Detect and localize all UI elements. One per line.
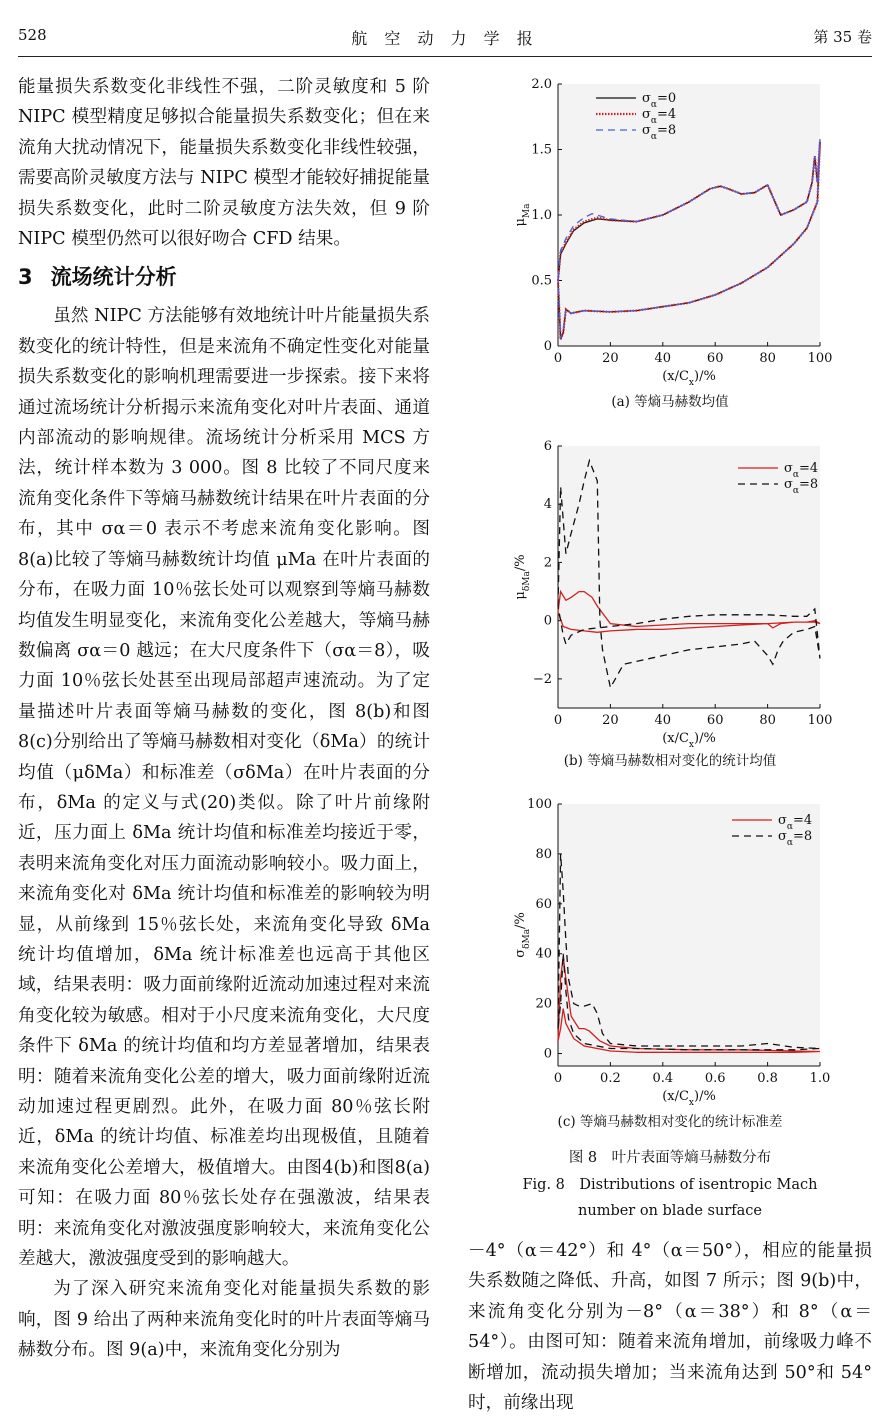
y-tick-label: 0.5 (531, 273, 552, 289)
x-tick-label: 80 (759, 351, 776, 366)
chart-std-delta-mach (500, 792, 840, 1110)
legend-label-part: α (786, 838, 793, 848)
section-number: 3 (18, 265, 33, 290)
x-tick-label: 40 (654, 351, 672, 366)
y-tick-label: 80 (535, 846, 552, 862)
y-tick-label: 100 (527, 797, 552, 812)
y-axis-label-part: μ (513, 591, 528, 600)
x-tick-label: 100 (807, 351, 833, 366)
running-header (18, 26, 872, 52)
y-axis-label-part: /% (513, 554, 528, 572)
x-tick-label: 100 (807, 713, 833, 728)
subcaption-a: (a) 等熵马赫数均值 (611, 394, 729, 410)
x-tick-label: 0 (553, 713, 563, 728)
page-number: 528 (18, 26, 47, 44)
x-axis-label-part: )/% (694, 369, 716, 384)
x-tick-label: 20 (602, 351, 619, 366)
legend-label-part: σ (642, 91, 651, 106)
y-tick-label: 2 (543, 555, 552, 571)
subcaption-b: (b) 等熵马赫数相对变化的统计均值 (563, 753, 777, 769)
figure-caption-en: Fig. 8 Distributions of isentropic Mach number on blade surface (522, 1177, 818, 1219)
x-axis-label (662, 731, 716, 750)
y-tick-label: −2 (532, 671, 552, 687)
x-axis-label (662, 369, 716, 388)
paragraph-intro: 能量损失系数变化非线性不强，二阶灵敏度和 5 阶 NIPC 模型精度足够拟合能量损失系数变化；但在来流角大扰动情况下，能量损失系数变化非线性较强，需要高阶灵敏度方法与 NIPC 模型才能较好捕捉能量损失系数变化，此时二阶灵敏度方法失效，但 9 阶 NIPC 模型仍然可以很好吻合 CFD 结果。 (18, 77, 430, 250)
x-axis-label-part: x (688, 378, 694, 388)
y-tick-label: 0 (543, 1046, 552, 1062)
figure-8a (500, 72, 840, 390)
paragraph-1: 虽然 NIPC 方法能够有效地统计叶片能量损失系数变化的统计特性，但是来流角不确定性变化对能量损失系数变化的影响机理需要进一步探索。接下来将通过流场统计分析揭示来流角变化对叶片表面、通道内部流动的影响规律。流场统计分析采用 MCS 方法，统计样本数为 3 000。图 8 比较了不同尺度来流角变化条件下等熵马赫数统计结果在叶片表面的分布，其中 σα＝0 表示不考虑来流角变化影响。图 8(a)比较了等熵马赫数统计均值 μMa 在叶片表面的分布，在吸力面 10％弦长处可以观察到等熵马赫数均值发生明显变化，来流角变化公差越大，等熵马赫数偏离 σα＝0 越远；在大尺度条件下（σα＝8），吸力面 10％弦长处甚至出现局部超声速流动。为了定量描述叶片表面等熵马赫数的变化，图 8(b)和图 8(c)分别给出了等熵马赫数相对变化（δMa）的统计均值（μδMa）和标准差（σδMa）在叶片表面的分布，δMa 的定义与式(20)类似。除了叶片前缘附近，压力面上 δMa 统计均值和标准差均接近于零，表明来流角变化对压力面流动影响较小。吸力面上，来流角变化对 δMa 统计均值和标准差的影响较为明显，从前缘到 15％弦长处，来流角变化导致 δMa 统计均值增加，δMa 统计标准差也远高于其他区域，结果表明：吸力面前缘附近流动加速过程对来流角变化较为敏感。相对于小尺度来流角变化，大尺度条件下 δMa 的统计均值和均方差显著增加，结果表明：随着来流角变化公差的增大，吸力面前缘附近流动加速过程更剧烈。此外，在吸力面 80％弦长附近，δMa 的统计均值、标准差均出现极值，且随着来流角变化公差增大，极值增大。由图4(b)和图8(a)可知：在吸力面 80％弦长处存在强激波，结果表明：来流角变化对激波强度影响较大，来流角变化公差越大，激波强度受到的影响越大。 (18, 306, 430, 1270)
legend-label-part: =8 (656, 123, 677, 138)
y-tick-label: 0 (543, 339, 552, 354)
legend-label-part: =8 (792, 829, 813, 844)
y-tick-label: 40 (535, 946, 552, 962)
legend-label-part: α (792, 486, 799, 496)
x-tick-label: 0 (553, 351, 563, 366)
paragraph-continued: －4°（α＝42°）和 4°（α＝50°），相应的能量损失系数随之降低、升高，如图 7 所示；图 9(b)中，来流角变化分别为－8°（α＝38°）和 8°（α＝54°）。由图可知：随着来流角增加，前缘吸力峰不断增加，流动损失增加；当来流角达到 50°和 54°时，前缘出现 (468, 1241, 872, 1414)
legend-label-part: =4 (792, 813, 813, 828)
legend-label-part: α (792, 470, 799, 480)
y-tick-label: 0 (543, 613, 552, 629)
y-tick-label: 20 (535, 996, 552, 1012)
y-axis-label (513, 203, 532, 227)
legend-label-part: σ (642, 123, 651, 138)
subcaption-c: (c) 等熵马赫数相对变化的统计标准差 (557, 1114, 783, 1130)
plot-background (558, 446, 820, 708)
section-title: 流场统计分析 (50, 265, 177, 290)
x-tick-label: 20 (602, 713, 619, 728)
legend-label-part: α (650, 132, 657, 142)
right-column (468, 1236, 872, 1418)
y-tick-label: 1.5 (531, 142, 552, 158)
x-axis-label-part: x (688, 1098, 694, 1108)
y-axis-label (513, 554, 532, 599)
header-rule (18, 56, 872, 57)
volume-label: 第 35 卷 (813, 28, 872, 46)
figure-caption-cn: 图 8 叶片表面等熵马赫数分布 (568, 1150, 772, 1166)
y-tick-label: 6 (543, 439, 552, 454)
x-tick-label: 0.4 (652, 1071, 674, 1086)
legend-label-part: =0 (656, 91, 677, 106)
left-column (18, 72, 430, 1366)
legend-label-part: σ (784, 461, 793, 476)
y-axis-label-part: σ (513, 948, 528, 958)
journal-title: 航 空 动 力 学 报 (351, 29, 539, 48)
x-axis-label-part: (x/C (662, 1089, 689, 1104)
y-tick-label: 4 (543, 497, 552, 513)
figure-8c (500, 792, 840, 1110)
x-tick-label: 0 (553, 1071, 563, 1086)
x-axis-label-part: x (688, 740, 694, 750)
x-tick-label: 60 (706, 351, 724, 366)
legend-label-part: α (786, 822, 793, 832)
y-axis-label-part: Ma (522, 203, 532, 219)
x-tick-label: 0.6 (704, 1071, 726, 1086)
legend-label-part: =4 (798, 461, 819, 476)
legend-label-part: α (650, 116, 657, 126)
y-tick-label: 2.0 (531, 77, 552, 92)
x-tick-label: 1.0 (809, 1071, 831, 1086)
x-tick-label: 60 (706, 713, 724, 728)
legend-label-part: σ (642, 107, 651, 122)
x-tick-label: 40 (654, 713, 672, 728)
legend-label-part: σ (778, 829, 787, 844)
y-axis-label-part: δMa (522, 928, 532, 949)
y-axis-label (513, 912, 532, 958)
x-axis-label-part: )/% (694, 731, 716, 746)
legend-label-part: σ (778, 813, 787, 828)
x-tick-label: 0.2 (600, 1071, 621, 1086)
y-axis-label-part: μ (513, 218, 528, 227)
legend-label-part: σ (784, 477, 793, 492)
x-axis-label (662, 1089, 716, 1108)
section-heading (18, 262, 430, 292)
y-axis-label-part: /% (513, 912, 528, 929)
y-tick-label: 60 (535, 896, 552, 912)
chart-mean-delta-mach (500, 434, 840, 752)
legend-label-part: α (650, 100, 657, 110)
x-tick-label: 0.8 (757, 1071, 778, 1086)
chart-mean-mach (500, 72, 840, 390)
legend-label-part: =8 (798, 477, 819, 492)
x-tick-label: 80 (759, 713, 776, 728)
figure-8b (500, 434, 840, 752)
y-tick-label: 1.0 (531, 208, 552, 223)
y-axis-label-part: δMa (522, 571, 532, 592)
x-axis-label-part: )/% (694, 1089, 716, 1104)
x-axis-label-part: (x/C (662, 369, 689, 384)
x-axis-label-part: (x/C (662, 731, 689, 746)
paragraph-2: 为了深入研究来流角变化对能量损失系数的影响，图 9 给出了两种来流角变化时的叶片表面等熵马赫数分布。图 9(a)中，来流角变化分别为 (18, 1279, 430, 1361)
legend-label-part: =4 (656, 107, 677, 122)
